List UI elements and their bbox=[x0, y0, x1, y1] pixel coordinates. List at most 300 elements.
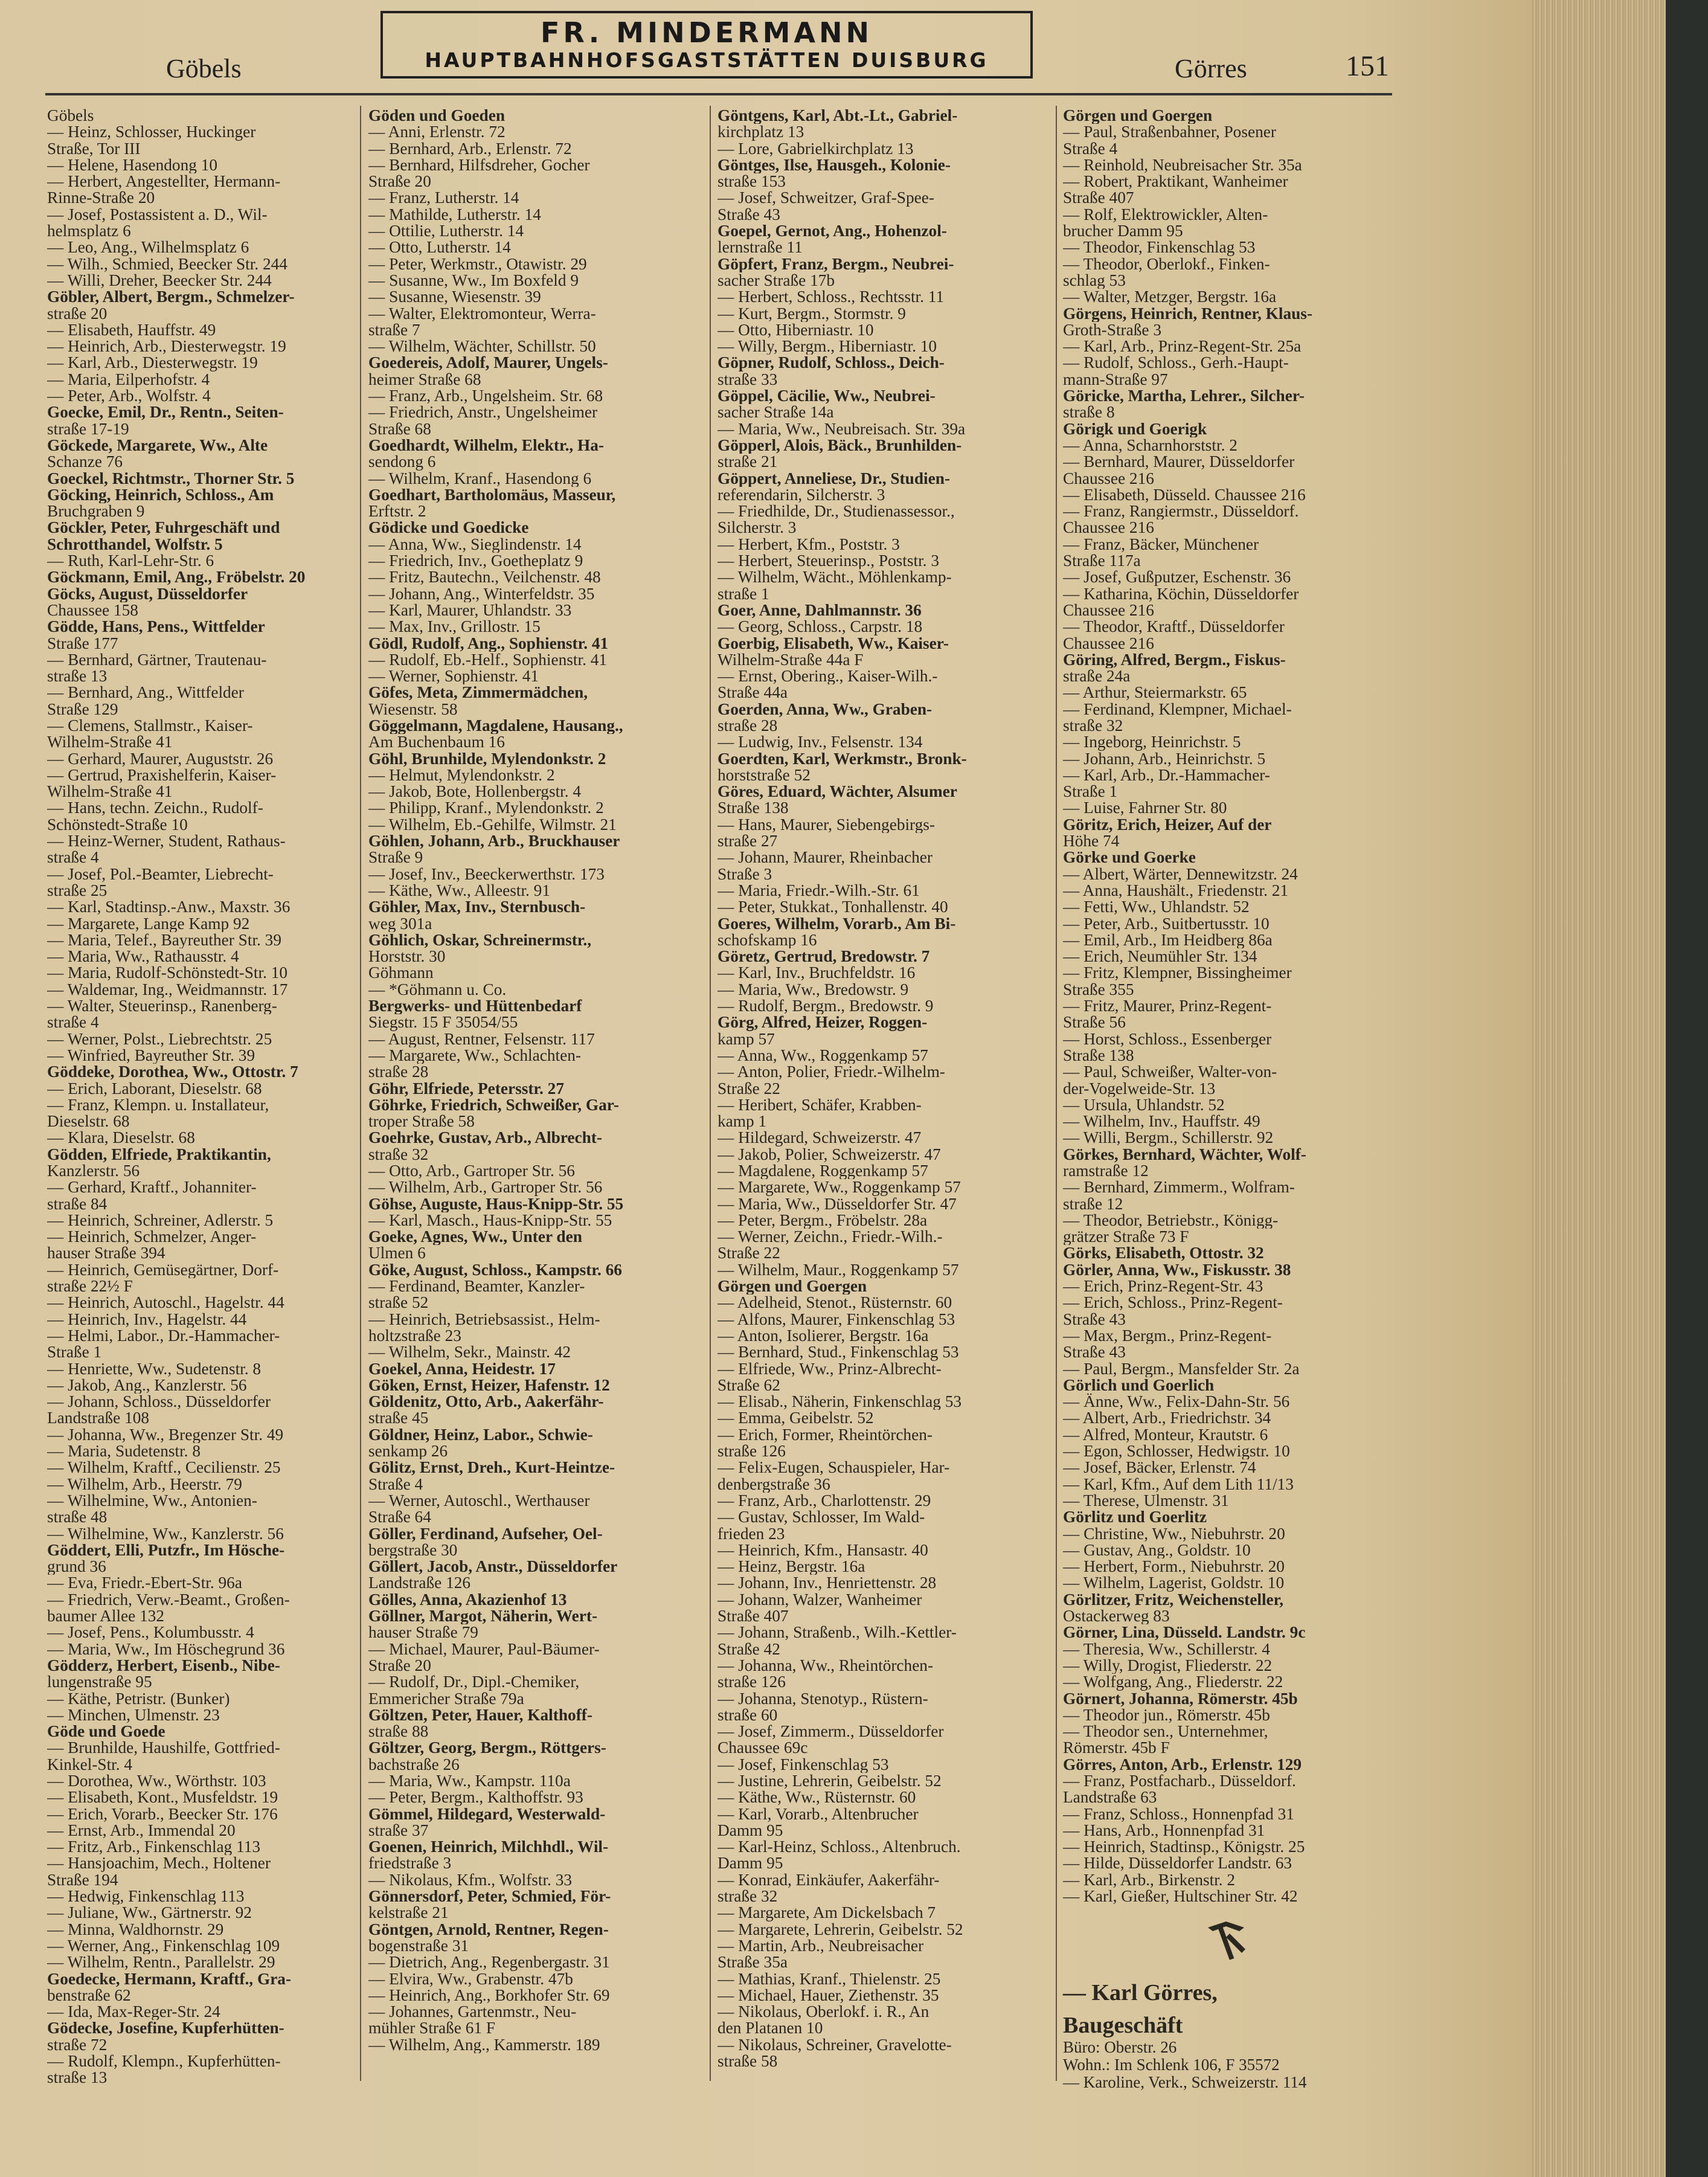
directory-entry: straße 28 bbox=[368, 1064, 429, 1081]
directory-entry: referendarin, Silcherstr. 3 bbox=[718, 486, 885, 504]
directory-entry: Gödicke und Goedicke bbox=[368, 519, 529, 536]
directory-entry: — Karl, Masch., Haus-Knipp-Str. 55 bbox=[368, 1212, 612, 1229]
directory-entry: — Peter, Arb., Wolfstr. 4 bbox=[47, 388, 211, 405]
directory-entry: Göres, Eduard, Wächter, Alsumer bbox=[718, 783, 957, 800]
directory-entry: — Jakob, Polier, Schweizerstr. 47 bbox=[718, 1146, 941, 1163]
directory-entry: — Karl, Gießer, Hultschiner Str. 42 bbox=[1063, 1888, 1298, 1905]
directory-entry: heimer Straße 68 bbox=[368, 371, 481, 388]
karl-gorres-ad bbox=[1063, 1905, 1407, 2091]
directory-entry: — *Göhmann u. Co. bbox=[368, 981, 507, 998]
directory-entry: — Rudolf, Eb.-Helf., Sophienstr. 41 bbox=[368, 651, 608, 669]
directory-entry: Göntgens, Karl, Abt.-Lt., Gabriel- bbox=[718, 108, 958, 124]
directory-entry: — Ruth, Karl-Lehr-Str. 6 bbox=[47, 553, 214, 570]
directory-entry: — Wilhelm, Maur., Roggenkamp 57 bbox=[718, 1261, 959, 1279]
directory-entry: — Margarete, Lange Kamp 92 bbox=[47, 915, 250, 932]
directory-entry: — Rudolf, Bergm., Bredowstr. 9 bbox=[718, 998, 934, 1015]
directory-entry: — Erich, Schloss., Prinz-Regent- bbox=[1063, 1294, 1283, 1311]
directory-entry: — Josef, Zimmerm., Düsseldorfer bbox=[718, 1723, 944, 1740]
directory-entry: — Friedhilde, Dr., Studienassessor., bbox=[718, 503, 955, 520]
directory-entry: — Anni, Erlenstr. 72 bbox=[368, 124, 506, 141]
directory-entry: Göretz, Gertrud, Bredowstr. 7 bbox=[718, 948, 930, 965]
directory-entry: Straße 1 bbox=[47, 1344, 102, 1361]
directory-entry: — Heinrich, Inv., Hagelstr. 44 bbox=[47, 1311, 247, 1328]
directory-entry: schofskamp 16 bbox=[718, 931, 817, 949]
ad-home: Wohn.: Im Schlenk 106, F 35572 bbox=[1063, 2055, 1280, 2074]
directory-entry: — Johann, Inv., Henriettenstr. 28 bbox=[718, 1575, 937, 1592]
directory-entry: — Karl, Inv., Bruchfeldstr. 16 bbox=[718, 965, 916, 982]
directory-entry: kirchplatz 13 bbox=[718, 124, 804, 141]
directory-entry: horststraße 52 bbox=[718, 767, 811, 784]
directory-entry: — Josef, Gußputzer, Eschenstr. 36 bbox=[1063, 569, 1291, 586]
directory-entry: — Ingeborg, Heinrichstr. 5 bbox=[1063, 734, 1241, 751]
directory-entry: — Gertrud, Praxishelferin, Kaiser- bbox=[47, 767, 277, 784]
directory-entry: Göring, Alfred, Bergm., Fiskus- bbox=[1063, 651, 1286, 669]
directory-entry: ramstraße 12 bbox=[1063, 1163, 1149, 1180]
directory-entry: straße 28 bbox=[718, 717, 778, 735]
directory-entry: — Peter, Arb., Suitbertusstr. 10 bbox=[1063, 915, 1270, 932]
directory-entry: — Heinrich, Schmelzer, Anger- bbox=[47, 1229, 257, 1246]
directory-entry: Straße 407 bbox=[718, 1608, 789, 1625]
directory-entry: Göppel, Cäcilie, Ww., Neubrei- bbox=[718, 388, 936, 405]
header-left-word: Göbels bbox=[166, 54, 242, 83]
directory-entry: — Wilhelm, Eb.-Gehilfe, Wilmstr. 21 bbox=[368, 816, 617, 834]
directory-entry: — Theodor sen., Unternehmer, bbox=[1063, 1723, 1268, 1740]
directory-entry: — Heinz, Bergstr. 16a bbox=[718, 1558, 865, 1575]
directory-entry: — Werner, Sophienstr. 41 bbox=[368, 668, 539, 685]
directory-entry: Straße 44a bbox=[718, 684, 788, 701]
directory-entry: — Wilhelm, Wächter, Schillstr. 50 bbox=[368, 338, 596, 355]
directory-entry: — Maria, Ww., Neubreisach. Str. 39a bbox=[718, 420, 966, 437]
directory-entry: — Ernst, Arb., Immendal 20 bbox=[47, 1822, 236, 1839]
directory-entry: lungenstraße 95 bbox=[47, 1674, 152, 1691]
directory-entry: Göbler, Albert, Bergm., Schmelzer- bbox=[47, 289, 295, 306]
directory-entry: — Josef, Inv., Beeckerwerthstr. 173 bbox=[368, 866, 605, 883]
directory-entry: — Franz, Klempn. u. Installateur, bbox=[47, 1096, 269, 1114]
directory-entry: Straße 64 bbox=[368, 1509, 431, 1526]
directory-entry: grund 36 bbox=[47, 1558, 106, 1575]
directory-entry: — Maria, Ww., Rathausstr. 4 bbox=[47, 948, 239, 965]
directory-entry: — Heribert, Schäfer, Krabben- bbox=[718, 1096, 922, 1114]
directory-entry: — Elisab., Näherin, Finkenschlag 53 bbox=[718, 1394, 962, 1410]
directory-entry: — Clemens, Stallmstr., Kaiser- bbox=[47, 717, 253, 735]
directory-entry: Goeres, Wilhelm, Vorarb., Am Bi- bbox=[718, 915, 956, 932]
column-4-entries bbox=[1063, 108, 1407, 1905]
directory-entry: straße 1 bbox=[718, 585, 769, 602]
directory-entry: Gödl, Rudolf, Ang., Sophienstr. 41 bbox=[368, 635, 609, 652]
directory-entry: kelstraße 21 bbox=[368, 1905, 449, 1921]
directory-entry: Römerstr. 45b F bbox=[1063, 1740, 1170, 1757]
directory-entry: Görlitzer, Fritz, Weichensteller, bbox=[1063, 1591, 1284, 1609]
directory-entry: Straße 355 bbox=[1063, 981, 1134, 998]
directory-entry: — Fritz, Klempner, Bissingheimer bbox=[1063, 965, 1292, 982]
directory-entry: straße 126 bbox=[718, 1443, 786, 1460]
directory-entry: — Karl, Arb., Dr.-Hammacher- bbox=[1063, 767, 1270, 784]
directory-entry: sacher Straße 14a bbox=[718, 404, 834, 421]
directory-entry: Göken, Ernst, Heizer, Hafenstr. 12 bbox=[368, 1377, 610, 1394]
directory-entry: Wilhelm-Straße 41 bbox=[47, 734, 173, 751]
directory-entry: — Willi, Bergm., Schillerstr. 92 bbox=[1063, 1130, 1274, 1146]
directory-entry: Göritz, Erich, Heizer, Auf der bbox=[1063, 816, 1272, 834]
directory-entry: — Helmut, Mylendonkstr. 2 bbox=[368, 767, 555, 784]
directory-entry: — Hildegard, Schweizerstr. 47 bbox=[718, 1130, 922, 1146]
directory-entry: — Dorothea, Ww., Wörthstr. 103 bbox=[47, 1772, 266, 1790]
directory-entry: hauser Straße 79 bbox=[368, 1624, 478, 1641]
directory-entry: — Theresia, Ww., Schillerstr. 4 bbox=[1063, 1641, 1270, 1658]
directory-entry: — Arthur, Steiermarkstr. 65 bbox=[1063, 684, 1247, 701]
directory-entry: — Käthe, Ww., Rüsternstr. 60 bbox=[718, 1789, 916, 1806]
directory-entry: straße 20 bbox=[47, 305, 108, 322]
directory-entry: — Bernhard, Zimmerm., Wolfram- bbox=[1063, 1179, 1295, 1196]
directory-entry: — Franz, Bäcker, Münchener bbox=[1063, 536, 1259, 553]
directory-entry: — Hans, techn. Zeichn., Rudolf- bbox=[47, 800, 263, 817]
directory-entry: — Dietrich, Ang., Regenbergastr. 31 bbox=[368, 1954, 610, 1971]
directory-entry: Straße 117a bbox=[1063, 553, 1141, 570]
directory-entry: friedstraße 3 bbox=[368, 1855, 452, 1872]
directory-entry: straße 8 bbox=[1063, 404, 1115, 421]
directory-entry: hauser Straße 394 bbox=[47, 1245, 165, 1262]
directory-entry: Göbels bbox=[47, 108, 94, 124]
header-rule bbox=[45, 93, 1392, 95]
directory-entry: Höhe 74 bbox=[1063, 833, 1120, 850]
directory-entry: Gödde, Hans, Pens., Wittfelder bbox=[47, 619, 265, 635]
directory-entry: — Johann, Maurer, Rheinbacher bbox=[718, 849, 933, 866]
directory-entry: Straße 43 bbox=[718, 206, 780, 223]
directory-entry: — Johann, Ang., Winterfeldstr. 35 bbox=[368, 585, 595, 602]
directory-entry: — Josef, Schweitzer, Graf-Spee- bbox=[718, 190, 934, 207]
directory-entry: — Herbert, Steuerinsp., Poststr. 3 bbox=[718, 553, 939, 570]
directory-entry: straße 60 bbox=[718, 1706, 778, 1724]
directory-entry: Kanzlerstr. 56 bbox=[47, 1163, 140, 1180]
directory-entry: — Wilhelm, Kraftf., Cecilienstr. 25 bbox=[47, 1459, 281, 1476]
column-1 bbox=[47, 108, 391, 2086]
directory-entry: Straße 42 bbox=[718, 1641, 780, 1658]
directory-entry: — Hilde, Düsseldorfer Landstr. 63 bbox=[1063, 1855, 1292, 1872]
directory-entry: Göller, Ferdinand, Aufseher, Oel- bbox=[368, 1525, 603, 1542]
directory-entry: Straße 194 bbox=[47, 1871, 118, 1889]
directory-entry: — Konrad, Einkäufer, Aakerfähr- bbox=[718, 1871, 940, 1889]
directory-entry: — Kurt, Bergm., Stormstr. 9 bbox=[718, 305, 906, 322]
directory-entry: — Henriette, Ww., Sudetenstr. 8 bbox=[47, 1360, 262, 1377]
directory-entry: Göden und Goeden bbox=[368, 108, 506, 124]
directory-entry: — Ferdinand, Klempner, Michael- bbox=[1063, 701, 1292, 718]
directory-entry: Görlitz und Goerlitz bbox=[1063, 1509, 1207, 1526]
directory-entry: — Maria, Rudolf-Schönstedt-Str. 10 bbox=[47, 965, 288, 982]
directory-entry: — Felix-Eugen, Schauspieler, Har- bbox=[718, 1459, 950, 1476]
directory-entry: — Wilh., Schmied, Beecker Str. 244 bbox=[47, 256, 287, 272]
directory-entry: — Margarete, Am Dickelsbach 7 bbox=[718, 1905, 936, 1921]
directory-entry: — Karl, Kfm., Auf dem Lith 11/13 bbox=[1063, 1476, 1294, 1493]
directory-entry: — Susanne, Wiesenstr. 39 bbox=[368, 289, 541, 306]
directory-entry: Landstraße 108 bbox=[47, 1410, 150, 1427]
directory-entry: Chaussee 158 bbox=[47, 602, 138, 619]
directory-entry: — Änne, Ww., Felix-Dahn-Str. 56 bbox=[1063, 1394, 1290, 1410]
directory-entry: — Willy, Bergm., Hiberniastr. 10 bbox=[718, 338, 937, 355]
directory-entry: straße 32 bbox=[718, 1888, 778, 1905]
directory-entry: — Wilhelm, Lagerist, Goldstr. 10 bbox=[1063, 1575, 1285, 1592]
directory-entry: Goerdten, Karl, Werkmstr., Bronk- bbox=[718, 750, 967, 767]
directory-entry: Göfes, Meta, Zimmermädchen, bbox=[368, 684, 588, 701]
directory-entry: brucher Damm 95 bbox=[1063, 223, 1183, 240]
ad-last-entry: — Karoline, Verk., Schweizerstr. 114 bbox=[1063, 2072, 1307, 2091]
directory-entry: Schrotthandel, Wolfstr. 5 bbox=[47, 536, 223, 553]
directory-entry: Görkes, Bernhard, Wächter, Wolf- bbox=[1063, 1146, 1306, 1163]
directory-entry: — Karl, Stadtinsp.-Anw., Maxstr. 36 bbox=[47, 899, 291, 916]
directory-entry: Goerden, Anna, Ww., Graben- bbox=[718, 701, 933, 718]
directory-entry: — Erich, Prinz-Regent-Str. 43 bbox=[1063, 1278, 1263, 1295]
directory-entry: — Bernhard, Gärtner, Trautenau- bbox=[47, 651, 267, 669]
directory-entry: — Friedrich, Anstr., Ungelsheimer bbox=[368, 404, 598, 421]
directory-entry: Görigk und Goerigk bbox=[1063, 420, 1207, 437]
directory-entry: — Werner, Polst., Liebrechtstr. 25 bbox=[47, 1031, 272, 1047]
directory-entry: — Georg, Schloss., Carpstr. 18 bbox=[718, 619, 923, 635]
directory-entry: Göcking, Heinrich, Schloss., Am bbox=[47, 486, 274, 504]
directory-entry: — Walter, Steuerinsp., Ranenberg- bbox=[47, 998, 277, 1015]
directory-entry: straße 21 bbox=[718, 454, 778, 471]
directory-entry: — Peter, Bergm., Fröbelstr. 28a bbox=[718, 1212, 928, 1229]
directory-entry: — Werner, Zeichn., Friedr.-Wilh.- bbox=[718, 1229, 943, 1246]
directory-entry: — Margarete, Lehrerin, Geibelstr. 52 bbox=[718, 1921, 963, 1938]
directory-entry: — Friedrich, Inv., Goetheplatz 9 bbox=[368, 553, 583, 570]
directory-entry: — Fritz, Bautechn., Veilchenstr. 48 bbox=[368, 569, 601, 586]
directory-entry: Goedhart, Bartholomäus, Masseur, bbox=[368, 486, 616, 504]
directory-entry: Görlich und Goerlich bbox=[1063, 1377, 1215, 1394]
directory-entry: — Erich, Vorarb., Beecker Str. 176 bbox=[47, 1806, 278, 1822]
directory-entry: — Werner, Ang., Finkenschlag 109 bbox=[47, 1937, 280, 1955]
directory-entry: Görres, Anton, Arb., Erlenstr. 129 bbox=[1063, 1756, 1302, 1773]
directory-entry: Gödden, Elfriede, Praktikantin, bbox=[47, 1146, 271, 1163]
directory-entry: Bergwerks- und Hüttenbedarf bbox=[368, 998, 582, 1015]
directory-entry: Straße 20 bbox=[368, 1657, 431, 1674]
directory-entry: Straße 9 bbox=[368, 849, 423, 866]
directory-entry: — Minna, Waldhornstr. 29 bbox=[47, 1921, 224, 1938]
column-4 bbox=[1063, 108, 1407, 2091]
directory-entry: — Anna, Ww., Sieglindenstr. 14 bbox=[368, 536, 582, 553]
directory-entry: Göntges, Ilse, Hausgeh., Kolonie- bbox=[718, 156, 951, 174]
directory-entry: Straße 62 bbox=[718, 1377, 780, 1394]
directory-entry: Göddeke, Dorothea, Ww., Ottostr. 7 bbox=[47, 1064, 298, 1081]
directory-entry: Göde und Goede bbox=[47, 1723, 165, 1740]
directory-entry: mann-Straße 97 bbox=[1063, 371, 1168, 388]
directory-entry: senkamp 26 bbox=[368, 1443, 448, 1460]
directory-entry: — Bernhard, Arb., Erlenstr. 72 bbox=[368, 140, 572, 157]
directory-entry: — Paul, Straßenbahner, Posener bbox=[1063, 124, 1276, 141]
directory-entry: — Gerhard, Kraftf., Johanniter- bbox=[47, 1179, 257, 1196]
directory-entry: Landstraße 63 bbox=[1063, 1789, 1157, 1806]
directory-entry: Straße 138 bbox=[718, 800, 789, 817]
directory-entry: kamp 1 bbox=[718, 1113, 767, 1130]
directory-entry: troper Straße 58 bbox=[368, 1113, 475, 1130]
directory-entry: — Gustav, Schlosser, Im Wald- bbox=[718, 1509, 925, 1526]
directory-entry: — Bernhard, Ang., Wittfelder bbox=[47, 684, 244, 701]
directory-entry: — Luise, Fahrner Str. 80 bbox=[1063, 800, 1227, 817]
directory-entry: Göckler, Peter, Fuhrgeschäft und bbox=[47, 519, 280, 536]
directory-entry: straße 25 bbox=[47, 882, 108, 899]
directory-entry: — Peter, Werkmstr., Otawistr. 29 bbox=[368, 256, 587, 272]
directory-entry: straße 13 bbox=[47, 2069, 108, 2086]
directory-entry: Göckmann, Emil, Ang., Fröbelstr. 20 bbox=[47, 569, 306, 586]
directory-entry: — Ludwig, Inv., Felsenstr. 134 bbox=[718, 734, 923, 751]
directory-entry: Göggelmann, Magdalene, Hausang., bbox=[368, 717, 623, 735]
directory-entry: Dieselstr. 68 bbox=[47, 1113, 130, 1130]
ad-office: Büro: Oberstr. 26 bbox=[1063, 2037, 1177, 2056]
directory-entry: — Hans, Arb., Honnenpfad 31 bbox=[1063, 1822, 1265, 1839]
directory-entry: — Michael, Maurer, Paul-Bäumer- bbox=[368, 1641, 600, 1658]
directory-entry: — Rudolf, Klempn., Kupferhütten- bbox=[47, 2053, 281, 2070]
directory-entry: Ulmen 6 bbox=[368, 1245, 426, 1262]
directory-entry: Göhl, Brunhilde, Mylendonkstr. 2 bbox=[368, 750, 606, 767]
directory-entry: bogenstraße 31 bbox=[368, 1937, 469, 1955]
directory-entry: — Hans, Maurer, Siebengebirgs- bbox=[718, 816, 936, 834]
directory-entry: — Max, Inv., Grillostr. 15 bbox=[368, 619, 541, 635]
directory-entry: — Elisabeth, Düsseld. Chaussee 216 bbox=[1063, 486, 1306, 504]
directory-entry: — Elfriede, Ww., Prinz-Albrecht- bbox=[718, 1360, 942, 1377]
directory-entry: Straße, Tor III bbox=[47, 140, 141, 157]
directory-entry: kamp 57 bbox=[718, 1031, 775, 1047]
directory-entry: Görke und Goerke bbox=[1063, 849, 1196, 866]
directory-entry: — Johann, Walzer, Wanheimer bbox=[718, 1591, 922, 1609]
directory-entry: — Wilhelm, Ang., Kammerstr. 189 bbox=[368, 2036, 600, 2054]
directory-entry: — Ferdinand, Beamter, Kanzler- bbox=[368, 1278, 585, 1295]
directory-entry: — Josef, Finkenschlag 53 bbox=[718, 1756, 889, 1773]
directory-entry: — Wilhelm, Inv., Hauffstr. 49 bbox=[1063, 1113, 1260, 1130]
directory-entry: — Nikolaus, Oberlokf. i. R., An bbox=[718, 2004, 929, 2021]
directory-entry: Chaussee 216 bbox=[1063, 519, 1154, 536]
directory-entry: — Hedwig, Finkenschlag 113 bbox=[47, 1888, 245, 1905]
directory-entry: mühler Straße 61 F bbox=[368, 2020, 496, 2037]
directory-entry: sendong 6 bbox=[368, 454, 436, 471]
directory-entry: — Anton, Polier, Friedr.-Wilhelm- bbox=[718, 1064, 945, 1081]
directory-entry: straße 153 bbox=[718, 173, 786, 190]
directory-entry: — Maria, Telef., Bayreuther Str. 39 bbox=[47, 931, 281, 949]
directory-entry: — Martin, Arb., Neubreisacher bbox=[718, 1937, 924, 1955]
directory-entry: — Anton, Isolierer, Bergstr. 16a bbox=[718, 1327, 929, 1345]
directory-entry: — Ida, Max-Reger-Str. 24 bbox=[47, 2004, 220, 2021]
header-right-word: Görres bbox=[1175, 54, 1247, 83]
directory-entry: — Helene, Hasendong 10 bbox=[47, 156, 217, 174]
directory-entry: — Katharina, Köchin, Düsseldorfer bbox=[1063, 585, 1299, 602]
hammer-and-pick-icon bbox=[1202, 1915, 1250, 1964]
directory-entry: Göntgen, Arnold, Rentner, Regen- bbox=[368, 1921, 609, 1938]
directory-entry: Göldner, Heinz, Labor., Schwie- bbox=[368, 1426, 593, 1444]
directory-entry: Ostackerweg 83 bbox=[1063, 1608, 1170, 1625]
directory-entry: — Maria, Ww., Düsseldorfer Str. 47 bbox=[718, 1195, 957, 1212]
directory-entry: denbergstraße 36 bbox=[718, 1476, 830, 1493]
directory-entry: — Wilhelmine, Ww., Kanzlerstr. 56 bbox=[47, 1525, 284, 1542]
directory-entry: — Alfred, Monteur, Krautstr. 6 bbox=[1063, 1426, 1268, 1444]
directory-entry: Schanze 76 bbox=[47, 454, 123, 471]
directory-entry: Göricke, Martha, Lehrer., Silcher- bbox=[1063, 388, 1305, 405]
directory-entry: — Wolfgang, Ang., Fliederstr. 22 bbox=[1063, 1674, 1283, 1691]
directory-entry: Straße 20 bbox=[368, 173, 431, 190]
directory-entry: Göhlen, Johann, Arb., Bruckhauser bbox=[368, 833, 620, 850]
directory-entry: — Alfons, Maurer, Finkenschlag 53 bbox=[718, 1311, 955, 1328]
directory-entry: — Herbert, Form., Niebuhrstr. 20 bbox=[1063, 1558, 1285, 1575]
directory-entry: — Elisabeth, Hauffstr. 49 bbox=[47, 321, 216, 339]
directory-entry: — Karl, Arb., Prinz-Regent-Str. 25a bbox=[1063, 338, 1302, 355]
directory-entry: Am Buchenbaum 16 bbox=[368, 734, 505, 751]
directory-entry: — Wilhelm, Kranf., Hasendong 6 bbox=[368, 470, 592, 487]
directory-entry: — Herbert, Angestellter, Hermann- bbox=[47, 173, 281, 190]
directory-entry: — Josef, Postassistent a. D., Wil- bbox=[47, 206, 268, 223]
directory-entry: — Peter, Stukkat., Tonhallenstr. 40 bbox=[718, 899, 948, 916]
directory-entry: — Maria, Sudetenstr. 8 bbox=[47, 1443, 201, 1460]
directory-entry: straße 88 bbox=[368, 1723, 429, 1740]
directory-entry: — Theodor, Betriebstr., Königg- bbox=[1063, 1212, 1279, 1229]
directory-entry: — Werner, Autoschl., Werthauser bbox=[368, 1492, 590, 1510]
directory-entry: — Theodor, Kraftf., Düsseldorfer bbox=[1063, 619, 1285, 635]
directory-entry: Damm 95 bbox=[718, 1855, 783, 1872]
directory-entry: lernstraße 11 bbox=[718, 239, 803, 256]
directory-entry: — Herbert, Kfm., Poststr. 3 bbox=[718, 536, 900, 553]
directory-entry: — Lore, Gabrielkirchplatz 13 bbox=[718, 140, 914, 157]
directory-entry: Emmericher Straße 79a bbox=[368, 1690, 524, 1707]
directory-entry: — Emma, Geibelstr. 52 bbox=[718, 1410, 874, 1427]
directory-entry: benstraße 62 bbox=[47, 1987, 131, 2004]
directory-entry: Straße 22 bbox=[718, 1245, 780, 1262]
directory-entry: — Justine, Lehrerin, Geibelstr. 52 bbox=[718, 1772, 942, 1790]
directory-entry: Straße 129 bbox=[47, 701, 118, 718]
directory-entry: — Juliane, Ww., Gärtnerstr. 92 bbox=[47, 1905, 252, 1921]
directory-entry: — Erich, Laborant, Dieselstr. 68 bbox=[47, 1080, 262, 1097]
directory-entry: Straße 56 bbox=[1063, 1014, 1126, 1031]
directory-entry: — Eva, Friedr.-Ebert-Str. 96a bbox=[47, 1575, 242, 1592]
directory-entry: grätzer Straße 73 F bbox=[1063, 1229, 1189, 1246]
directory-entry: — Paul, Schweißer, Walter-von- bbox=[1063, 1064, 1277, 1081]
directory-entry: Göckede, Margarete, Ww., Alte bbox=[47, 437, 268, 454]
directory-entry: — Reinhold, Neubreisacher Str. 35a bbox=[1063, 156, 1302, 174]
directory-entry: — Otto, Lutherstr. 14 bbox=[368, 239, 511, 256]
directory-entry: — Leo, Ang., Wilhelmsplatz 6 bbox=[47, 239, 249, 256]
directory-entry: — Heinrich, Gemüsegärtner, Dorf- bbox=[47, 1261, 279, 1279]
directory-entry: — Heinrich, Kfm., Hansastr. 40 bbox=[718, 1542, 928, 1559]
directory-entry: Göhmann bbox=[368, 965, 434, 982]
directory-entry: den Platanen 10 bbox=[718, 2020, 823, 2037]
directory-entry: straße 13 bbox=[47, 668, 108, 685]
directory-entry: — Peter, Bergm., Kalthoffstr. 93 bbox=[368, 1789, 583, 1806]
directory-entry: Göhler, Max, Inv., Sternbusch- bbox=[368, 899, 586, 916]
directory-entry: — Fetti, Ww., Uhlandstr. 52 bbox=[1063, 899, 1250, 916]
directory-entry: — Michael, Hauer, Ziethenstr. 35 bbox=[718, 1987, 939, 2004]
directory-entry: — Helmi, Labor., Dr.-Hammacher- bbox=[47, 1327, 280, 1345]
directory-entry: — Gustav, Ang., Goldstr. 10 bbox=[1063, 1542, 1251, 1559]
directory-entry: straße 37 bbox=[368, 1822, 429, 1839]
directory-entry: Goepel, Gernot, Ang., Hohenzol- bbox=[718, 223, 947, 240]
directory-entry: — Otto, Arb., Gartroper Str. 56 bbox=[368, 1163, 575, 1180]
directory-entry: — Josef, Pol.-Beamter, Liebrecht- bbox=[47, 866, 274, 883]
directory-entry: — Bernhard, Hilfsdreher, Gocher bbox=[368, 156, 590, 174]
directory-entry: Göpner, Rudolf, Schloss., Deich- bbox=[718, 355, 945, 371]
directory-entry: Groth-Straße 3 bbox=[1063, 321, 1161, 339]
directory-entry: — Anna, Ww., Roggenkamp 57 bbox=[718, 1047, 928, 1064]
directory-entry: — Ursula, Uhlandstr. 52 bbox=[1063, 1096, 1225, 1114]
directory-entry: — Fritz, Arb., Finkenschlag 113 bbox=[47, 1839, 261, 1856]
directory-entry: — Mathilde, Lutherstr. 14 bbox=[368, 206, 541, 223]
directory-entry: — Franz, Arb., Charlottenstr. 29 bbox=[718, 1492, 931, 1510]
directory-entry: Horststr. 30 bbox=[368, 948, 446, 965]
directory-entry: — Bernhard, Maurer, Düsseldorfer bbox=[1063, 454, 1295, 471]
directory-entry: — Maria, Ww., Bredowstr. 9 bbox=[718, 981, 909, 998]
directory-entry: Straße 138 bbox=[1063, 1047, 1134, 1064]
directory-entry: — Johann, Straßenb., Wilh.-Kettler- bbox=[718, 1624, 957, 1641]
directory-entry: — Adelheid, Stenot., Rüsternstr. 60 bbox=[718, 1294, 952, 1311]
directory-entry: Schönstedt-Straße 10 bbox=[47, 816, 188, 834]
directory-entry: straße 126 bbox=[718, 1674, 786, 1691]
directory-entry: — Wilhelm, Wächt., Möhlenkamp- bbox=[718, 569, 952, 586]
directory-entry: — Franz, Arb., Ungelsheim. Str. 68 bbox=[368, 388, 603, 405]
directory-entry: straße 4 bbox=[47, 849, 99, 866]
directory-entry: — Erich, Former, Rheintörchen- bbox=[718, 1426, 933, 1444]
directory-entry: Göhse, Auguste, Haus-Knipp-Str. 55 bbox=[368, 1195, 624, 1212]
